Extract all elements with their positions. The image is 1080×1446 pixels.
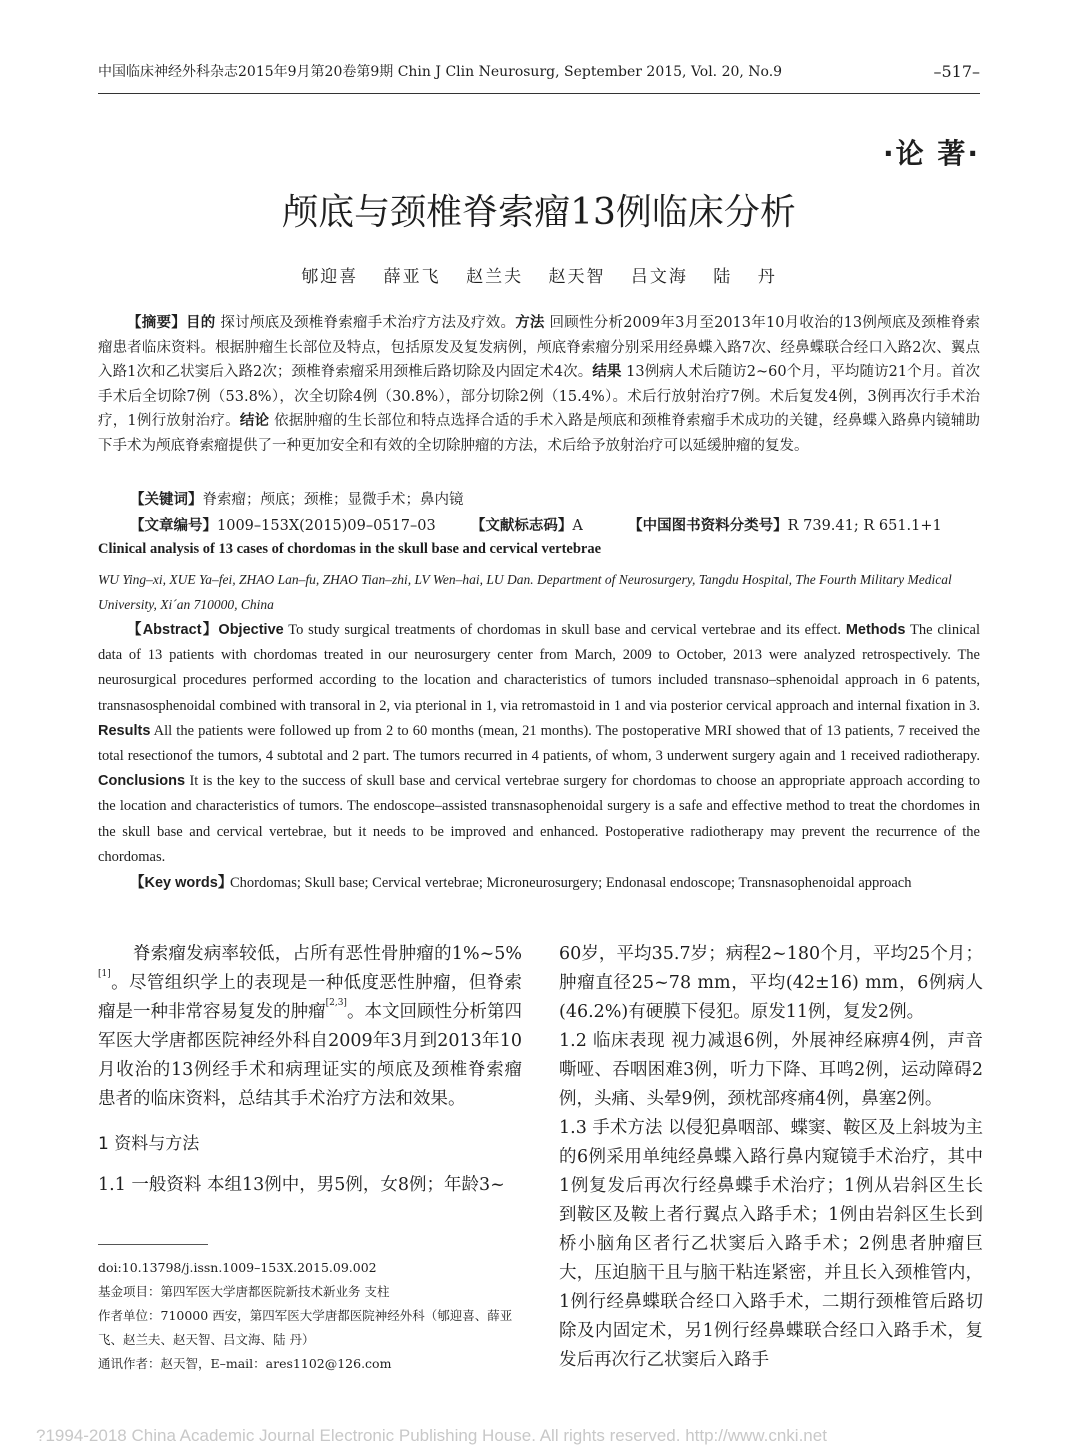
section-tag: ·论 著· [882,137,980,170]
english-authors: WU Ying–xi, XUE Ya–fei, ZHAO Lan–fu, ZHAO Tian–zhi, LV Wen–hai, LU Dan. Department of Neurosurgery, Tangdu Hospital, The Fourth Military Medical University, Xi´an 710000, China [98,572,952,612]
corresponding-author: 通讯作者：赵天智，E–mail：ares1102@126.com [98,1356,392,1371]
running-header [98,62,980,86]
funding: 基金项目：第四军医大学唐都医院新技术新业务 支柱 [98,1284,390,1299]
chinese-keywords [130,488,464,512]
doc-code: A [572,518,583,534]
methods-label: Methods [845,622,906,638]
journal-citation: 中国临床神经外科杂志2015年9月第20卷第9期 Chin J Clin Neurosurg, September 2015, Vol. 20, No.9 [98,64,783,80]
intro-paragraph [98,940,522,1114]
keywords-text: 脊索瘤；颅底；颈椎；显微手术；鼻内镜 [202,492,464,508]
article-title: 颅底与颈椎脊索瘤13例临床分析 [282,192,796,233]
english-title: Clinical analysis of 13 cases of chordomas in the skull base and cervical vertebrae [98,541,602,557]
purpose-text: 探讨颅底及颈椎脊索瘤手术治疗方法及疗效。 [215,315,516,331]
method-text: 回顾性分析2009年3月至2013年10月收治的13例颅底及颈椎脊索瘤患者临床资料。根据肿瘤生长部位及特点，包括原发及复发病例，颅底脊索瘤分别采用经鼻蝶入路7次、经鼻蝶联合经口入路2次、翼点入路1次和乙状窦后入路2次；颈椎脊索瘤采用颈椎后路切除及内固定术4次。 [98,315,981,380]
subsection-1-1-cont: 60岁，平均35.7岁；病程2~180个月，平均25个月；肿瘤直径25~78 mm，平均(42±16) mm，6例病人(46.2%)有硬膜下侵犯。原发11例，复发2例。 [559,944,983,1022]
objective-text: To study surgical treatments of chordomas in skull base and cervical vertebrae and its effect. [283,622,846,638]
intro-text-1: 脊索瘤发病率较低，占所有恶性骨肿瘤的1%~5% [133,944,522,964]
clc-label: 【中国图书资料分类号】 [628,518,788,534]
english-keywords [130,871,930,896]
results-label: Results [98,722,151,739]
abstract-label: 【摘要】 [127,315,186,331]
intro-text-3: 。本文回顾性分析第四军医大学唐都医院神经外科自2009年3月到2013年10月收治的13例经手术和病理证实的颅底及颈椎脊索瘤患者的临床资料，总结其手术治疗方法和效果。 [98,1002,523,1109]
article-meta [130,514,980,538]
purpose-label: 目的 [185,315,216,331]
intro-text-2: 。尽管组织学上的表现是一种低度恶性肿瘤，但脊索瘤是一种非常容易复发的肿瘤 [98,973,522,1022]
right-column [559,940,983,1375]
result-label: 结果 [592,364,622,380]
method-label: 方法 [515,315,545,331]
en-keywords-label: 【Key words】 [130,875,233,891]
citation-2-3[interactable]: [2,3] [325,998,347,1008]
article-no: 1009–153X(2015)09–0517–03 [217,518,436,534]
footnote-rule [98,1244,208,1245]
subsection-1-3: 1.3 手术方法 以侵犯鼻咽部、蝶窦、鞍区及上斜坡为主的6例采用单纯经鼻蝶入路行鼻内窥镜手术治疗，其中1例复发后再次行经鼻蝶手术治疗；1例从岩斜区生长到鞍区及鞍上者行翼点入路手术；1例由岩斜区生长到桥小脑角区者行乙状窦后入路手术；2例患者肿瘤巨大，压迫脑干且与脑干粘连紧密，并且长入颈椎管内，1例行经鼻蝶联合经口入路手术，二期行颈椎管后路切除及内固定术，另1例行经鼻蝶联合经口入路手术，复发后再次行乙状窦后入路手 [559,1118,983,1370]
page-number: –517– [933,62,980,81]
author-unit: 作者单位：710000 西安，第四军医大学唐都医院神经外科（郇迎喜、薛亚飞、赵兰夫、赵天智、吕文海、陆 丹） [98,1308,513,1347]
author-list: 郇迎喜 薛亚飞 赵兰夫 赵天智 吕文海 陆 丹 [301,267,777,287]
left-column [98,940,522,1200]
conclusions-text: It is the key to the success of skull base and cervical vertebrae surgery for chordomas to choose an appropriate approach according to the location and characteristics of tumors. The endoscope–assisted transnasophenoidal surgery is a safe and effective method to treat the chordomes in the skull base and cervical vertebrae, but it needs to be improved and enhanced. Postoperative radiotherapy may prevent the recurrence of the chordomas. [98,773,980,865]
results-text: All the patients were followed up from 2 to 60 months (mean, 21 months). The postoperative MRI showed that of 13 patients, 7 received the total resectionof the tumors, 4 subtotal and 2 part. The tumors recurred in 4 patients, of whom, 3 underwent surgery again and 1 received radiotherapy. [98,722,980,765]
conclusions-label: Conclusions [98,773,186,790]
article-no-label: 【文章编号】 [130,518,217,534]
subsection-1-2: 1.2 临床表现 视力减退6例，外展神经麻痹4例，声音嘶哑、吞咽困难3例，听力下降、耳鸣2例，运动障碍2例，头痛、头晕9例，颈枕部疼痛4例，鼻塞2例。 [559,1031,983,1109]
section-heading-1: 1 资料与方法 [98,1134,200,1154]
english-abstract [98,618,980,870]
result-text: 13例病人术后随访2~60个月，平均随访21个月。首次手术后全切除7例（53.8%），次全切除4例（30.8%），部分切除2例（15.4%）。术后行放射治疗7例。术后复发4例，3例再次行手术治疗，1例行放射治疗。 [98,364,980,429]
header-rule [98,93,980,94]
keywords-label: 【关键词】 [130,492,203,508]
objective-label: Objective [218,622,284,638]
doc-code-label: 【文献标志码】 [470,518,573,534]
footnotes [98,1256,528,1376]
chinese-abstract [98,311,980,458]
en-abstract-label: 【Abstract】 [127,622,219,638]
clc-code: R 739.41; R 651.1+1 [787,518,942,534]
conclusion-label: 结论 [239,413,270,429]
doi[interactable]: doi:10.13798/j.issn.1009–153X.2015.09.002 [98,1260,377,1275]
copyright-footer: ?1994-2018 China Academic Journal Electronic Publishing House. All rights reserved. http://www.cnki.net [36,1426,827,1445]
subsection-1-1: 1.1 一般资料 本组13例中，男5例，女8例；年龄3~ [98,1175,505,1195]
conclusion-text: 依据肿瘤的生长部位和特点选择合适的手术入路是颅底和颈椎脊索瘤手术成功的关键，经鼻蝶入路鼻内镜辅助下手术为颅底脊索瘤提供了一种更加安全和有效的全切除肿瘤的方法，术后给予放射治疗可以延缓肿瘤的复发。 [98,413,980,454]
methods-text: The clinical data of 13 patients with chordomas treated in our neurosurgery center from March, 2009 to October, 2013 were analyzed retrospectively. The neurosurgical procedures performed according to the location and characteristics of tumors included transnaso–sphenoidal approach in 6 patents, transnasosphenoidal combined with transoral in 2, via pterional in 1, via retromastoid in 1 and via posterior cervical approach and internal fixation in 3. [98,622,981,714]
citation-1[interactable]: [1] [98,969,111,979]
en-keywords-text: Chordomas; Skull base; Cervical vertebrae; Microneurosurgery; Endonasal endoscope; Transnasophenoidal approach [230,875,912,891]
